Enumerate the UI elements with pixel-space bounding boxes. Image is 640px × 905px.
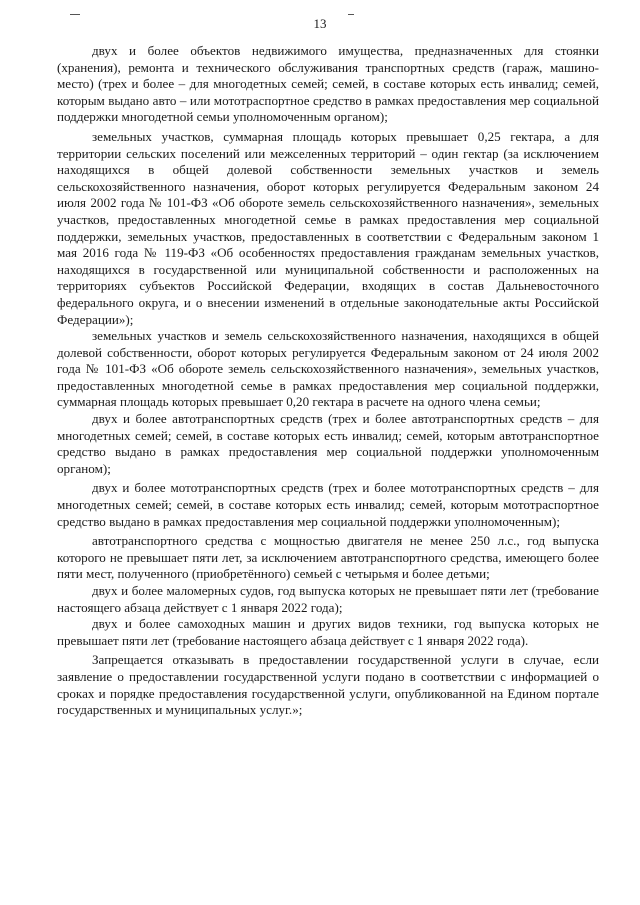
page-number: 13 (313, 16, 327, 31)
paragraph-real-estate-parking: двух и более объектов недвижимого имущества, предназначенных для стоянки (хранения), ремонта и технического обслуживания транспортных средств (гараж, машино-место) (трех и более – для многодетных семей; семей, в составе которых есть инвалид; семей, которым выдано авто – или мототраспортное средство в рамках предоставления мер социальной поддержки многодетной семьи уполномоченным органом); (57, 43, 599, 125)
document-body (57, 43, 599, 719)
scan-artifact-mark (70, 14, 80, 15)
paragraph-self-propelled-machines: двух и более самоходных машин и других видов техники, год выпуска которых не превышает пяти лет (требование настоящего абзаца действует с 1 января 2022 года). (57, 616, 599, 648)
paragraph-agricultural-land: земельных участков и земель сельскохозяйственного назначения, находящихся в общей долевой собственности, оборот которых регулируется Федеральным законом от 24 июля 2002 года № 101-ФЗ «Об обороте земель сельскохозяйственного назначения», земельных участков, предоставленных многодетной семье в рамках предоставления мер социальной поддержки, суммарная площадь которых превышает 0,20 гектара в расчете на одного члена семьи; (57, 328, 599, 410)
paragraph-refusal-prohibition: Запрещается отказывать в предоставлении государственной услуги в случае, если заявление о предоставлении государственной услуги подано в соответствии с информацией о сроках и порядке предоставления государственной услуги, опубликованной на Едином портале государственных и муниципальных услуг.»; (57, 652, 599, 718)
paragraph-motorcycles: двух и более мототранспортных средств (трех и более мототранспортных средств – для многодетных семей; семей, в составе которых есть инвалид; семей, которым мототраспортное средство выдано в рамках предоставления мер социальной поддержки уполномоченным); (57, 480, 599, 529)
paragraph-motor-vehicles: двух и более автотранспортных средств (трех и более автотранспортных средств – для многодетных семей; семей, в составе которых есть инвалид; семей, которым автотранспортное средство выдано в рамках предоставления мер социальной поддержки уполномоченным органом); (57, 411, 599, 476)
paragraph-land-plots: земельных участков, суммарная площадь которых превышает 0,25 гектара, а для территории сельских поселений или межселенных территорий – один гектар (за исключением находящихся в общей долевой собственности земельных участков и земель сельскохозяйственного назначения, оборот которых регулируется Федеральным законом 24 июля 2002 года № 101-ФЗ «Об обороте земель сельскохозяйственного назначения», земельных участков, предоставленных многодетной семье в рамках предоставления мер социальной поддержки, земельных участков, предоставленных в соответствии с Федеральным законом 1 мая 2016 года № 119-ФЗ «Об особенностях предоставления гражданам земельных участков, находящихся в государственной или муниципальной собственности и расположенных на территориях субъектов Российской Федерации, входящих в состав Дальневосточного федерального округа, и о внесении изменений в отдельные законодательные акты Российской Федерации»); (57, 128, 599, 327)
scan-artifact-mark (348, 14, 354, 15)
paragraph-high-power-vehicle: автотранспортного средства с мощностью двигателя не менее 250 л.с., год выпуска которого не превышает пяти лет, за исключением автотранспортного средства, имеющего более пяти мест, полученного (приобретённого) семьей с четырьмя и более детьми; (57, 533, 599, 582)
paragraph-small-vessels: двух и более маломерных судов, год выпуска которых не превышает пяти лет (требование настоящего абзаца действует с 1 января 2022 года); (57, 583, 599, 615)
